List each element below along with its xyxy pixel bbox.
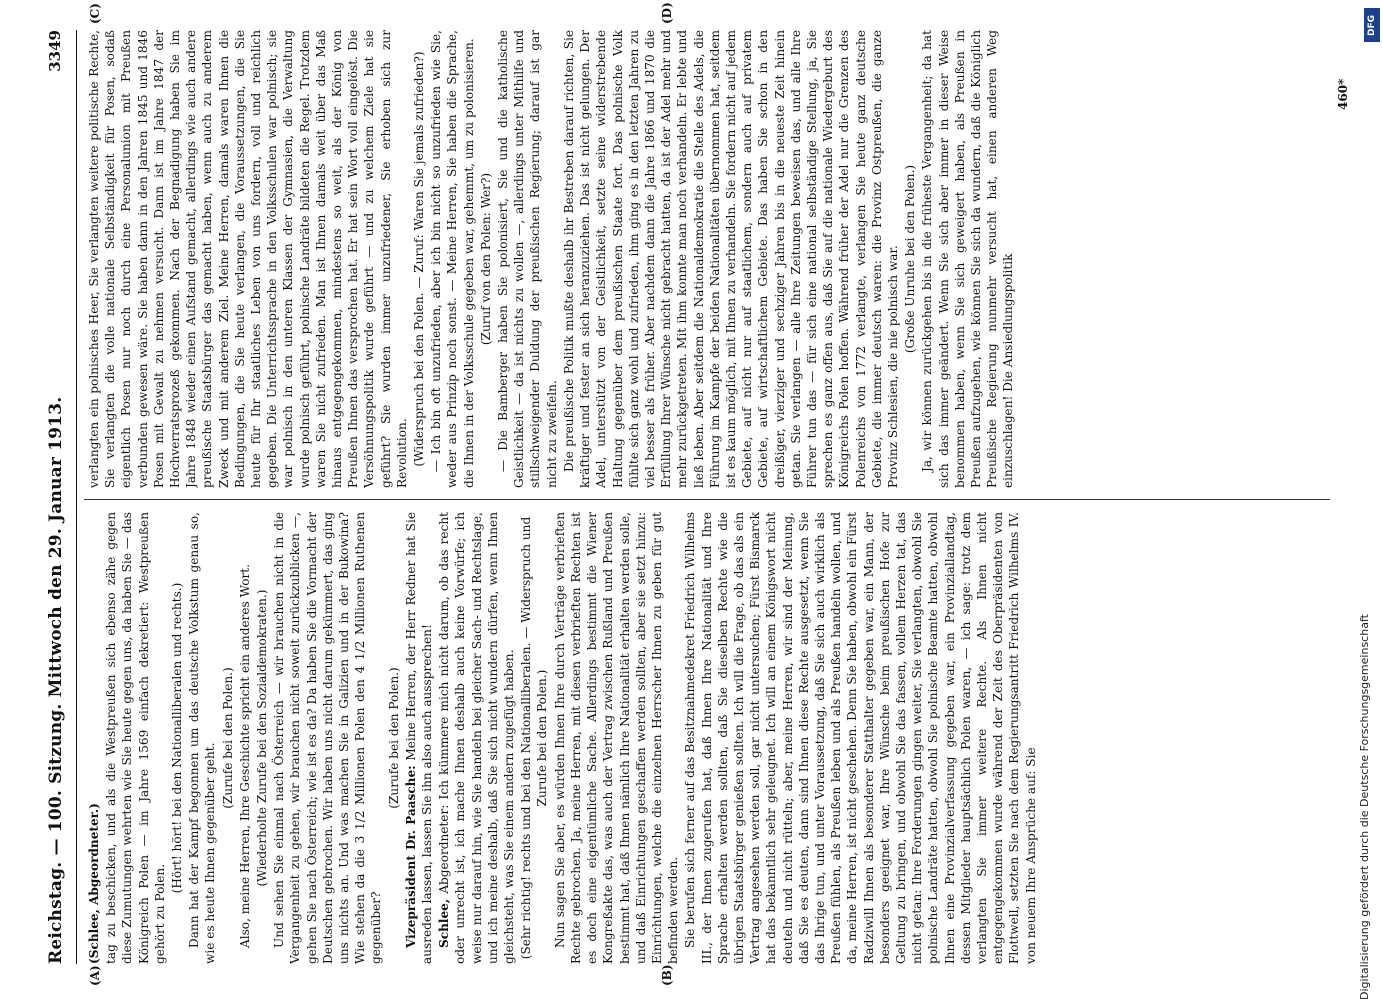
speaker-name: (Schlee, Abgeordneter.) (87, 803, 101, 964)
page-number: 3349 (46, 30, 64, 72)
column-divider (84, 499, 1330, 500)
paragraph (220, 512, 236, 964)
paragraph-text: Ja, wir können zurückgehen bis in die früheste Vergangenheit; da hat sich das immer geändert. Wenn Sie sich aber immer in dieser Weise benommen haben, wenn Sie sich geweigert haben, als Preußen in Preußen aufzugehen, wie können Sie sich da wundern, daß die Königlich Preußische Regierung nunmehr versucht hat, einen anderen Weg einzuschlagen! Die Ansiedlungspolitik (920, 30, 1016, 488)
paragraph (552, 512, 682, 964)
paragraph (411, 30, 427, 488)
paragraph-text: Abgeordneter: Ich kümmere mich nicht darum, ob das recht oder unrecht ist, ich mache Ihnen deshalb auch keine Vorwürfe; ich weise nur darauf hin, wie Sie handeln bei gleicher Sach- und Rechtslage, und ich meine deshalb, daß Sie sich nicht wundern dürfen, wenn Ihnen gleichsteht, was Sie einem andern zugefügt haben. (437, 512, 517, 964)
paragraph-text: verlangten ein polnisches Heer, Sie verlangten weitere politische Rechte, Sie verlangten die volle nationale Selbständigkeit für Posen, sodaß eigentlich Posen nur noch durch eine Personalunion mit Preußen verbunden gewesen wäre. Sie haben dann in den Jahren 1845 und 1846 Posen mit Gewalt zu nehmen versucht. Dann ist im Jahre 1847 der Hochverratsprozeß gekommen. Nach der Begnadigung haben Sie im Jahre 1848 wieder einen Aufstand gemacht, allerdings wie auch andere preußische Staatsbürger das gemacht haben, wenn auch zu anderem Zweck und mit anderem Ziel. Meine Herren, damals waren Ihnen die Bedingungen, die Sie heute verlangen, die Voraussetzungen, die Sie heute für Ihr staatliches Leben von uns fordern, voll und reichlich gegeben. Die Unterrichtssprache in den Volksschulen war polnisch; sie war polnisch in den unteren Klassen der Gymnasien, die Verwaltung wurde polnisch geführt, polnische Landräte bildeten die Regel. Trotzdem waren Sie nicht zufrieden. Man ist Ihnen damals weit über das Maß hinaus entgegengekommen, mindestens so weit, als der König von Preußen Ihnen das versprochen hat. Er hat sein Wort voll eingelöst. Die Versöhnungspolitik wurde geführt — und zu welchem Ziele hat sie geführt? Sie wurden immer unzufriedener, Sie erhoben sich zur Revolution. (87, 30, 409, 488)
paragraph (919, 30, 1016, 488)
speaker-name: Vizepräsident Dr. Paasche: (403, 765, 418, 948)
paragraph-text: Dann hat der Kampf begonnen um das deutsche Volkstum genau so, wie es heute Ihnen gegenüber geht. (187, 512, 218, 964)
paragraph (254, 512, 270, 964)
paragraph (682, 512, 1038, 964)
paragraph-text: (Zurufe bei den Polen.) (386, 667, 401, 809)
margin-marker-b: (B) (660, 964, 674, 986)
paragraph (561, 30, 901, 488)
paragraph-text: (Sehr richtig! rechts und bei den Nationalliberalen. — Widerspruch und Zurufe bei den Polen.) (519, 516, 550, 960)
paragraph (103, 512, 168, 964)
speaker-name: Schlee, (437, 898, 452, 948)
paragraph-text: (Zuruf von den Polen: Wer?) (478, 172, 493, 346)
paragraph-text: (Hört! hört! bei den Nationalliberalen und rechts.) (170, 582, 185, 894)
left-text-column (86, 512, 1326, 964)
paragraph-text: Nun sagen Sie aber, es würden Ihnen Ihre durch Verträge verbrieften Rechte gebrochen. Ja, meine Herren, mit diesen verbrieften Rechten ist es doch eine eigentümliche Sache. Allerdings bestimmt die Wiener Kongreßakte das, was auch der Vertrag zwischen Rußland und Preußen bestimmt hat, daß Ihnen nämlich Ihre Nationalität erhalten werden solle, und daß Einrichtungen geschaffen werden sollten, aber sie setzt hinzu: Einrichtungen, welche die einzelnen Herrscher Ihnen zu geben für gut befinden werden. (552, 512, 681, 964)
paragraph (902, 30, 918, 488)
header-rule (76, 30, 77, 964)
paragraph (86, 512, 102, 964)
paragraph-text: (Widerspruch bei den Polen. — Zuruf: Waren Sie jemals zufrieden?) (412, 51, 427, 467)
paragraph-text: — Ich bin oft unzufrieden, aber ich bin nicht so unzufrieden wie Sie, weder aus Prinzip noch sonst. — Meine Herren, Sie haben die Sprache, die Ihnen in der Volksschule gegeben war, gehemmt, um zu polonisieren. (429, 30, 476, 488)
paragraph-text: Und sehen Sie einmal nach Österreich — wir brauchen nicht in die Vergangenheit zu gehen, wir brauchen nicht soweit zurückzublicken —, gehen Sie nach Österreich; wie ist es da? Da haben Sie die Vormacht der Deutschen gebrochen. Wir haben uns nicht darum gekümmert, das ging uns nichts an. Und was machen Sie in Galizien und in der Bukowina? Wie stehen da die 3 1/2 Millionen Polen den 4 1/2 Millionen Ruthenen gegenüber? (272, 512, 384, 964)
paragraph (271, 512, 384, 964)
paragraph (86, 30, 410, 488)
header-title: Reichstag. — 100. Sitzung. Mittwoch den 29. Januar 1913. (46, 396, 66, 964)
paragraph-text: (Zurufe bei den Polen.) (220, 667, 235, 809)
rotated-document-page (40, 2, 1360, 990)
digitization-credit: Digitalisierung gefördert durch die Deutsche Forschungsgemeinschaft (1358, 614, 1371, 1000)
paragraph-text: (Große Unruhe bei den Polen.) (903, 164, 918, 354)
paragraph-text: Die preußische Politik mußte deshalb ihr Bestreben darauf richten, Sie kräftiger und fester an sich heranzuziehen. Das ist nicht gelungen. Der Adel, unterstützt von der Geistlichkeit, setzte seine widerstrebende Haltung gegenüber dem preußischen Staate fort. Das polnische Volk fühlte sich ganz wohl und zufrieden, ihm ging es in den letzten Jahren zu viel besser als früher. Aber nachdem dann die Jahre 1866 und 1870 die Erfüllung Ihrer Wünsche nicht gebracht hatten, da ist der Adel mehr und mehr zurückgetreten. Mit ihm konnte man noch verhandeln. Er lebte und ließ leben. Aber seitdem die Nationaldemokratie die Stelle des Adels, die Führung im Kampfe der beiden Nationalitäten übernommen hat, seitdem ist es kaum möglich, mit Ihnen zu verhandeln. Sie fordern nicht auf jedem Gebiete, auf nicht nur auf staatlichem, sondern auch auf privatem Gebiete, auf wirtschaftlichem Gebiete. Das haben Sie schon in den dreißiger, vierziger und sechziger Jahren bis in die neueste Zeit hinein getan. Sie verlangen — alle Ihre Zeitungen beweisen das, und alle Ihre Führer tun das — für sich eine national selbständige Stellung, ja, Sie sprechen es ganz offen aus, daß Sie auf die nationale Wiedergeburt des Königreichs Polen hoffen. Während früher der Adel nur die Grenzen des Polenreichs von 1772 verlangte, verlangen Sie heute ganz deutsche Gebiete, die immer deutsch waren: die Provinz Ostpreußen, die ganze Provinz Schlesien, die nie polnisch war. (561, 30, 900, 488)
paragraph (169, 512, 185, 964)
footer-number: 460* (1336, 78, 1350, 110)
paragraph (495, 30, 560, 488)
paragraph (428, 30, 477, 488)
paragraph (403, 512, 435, 964)
dfg-logo: DFG (1364, 8, 1380, 42)
margin-marker-d: (D) (660, 2, 674, 24)
paragraph (436, 512, 517, 964)
right-text-column (86, 30, 1326, 488)
paragraph (237, 512, 253, 964)
paragraph (386, 512, 402, 964)
margin-marker-c: (C) (88, 3, 102, 24)
page-header (40, 10, 74, 990)
paragraph-text: Also, meine Herren, Ihre Geschichte spricht ein anderes Wort. (237, 564, 252, 948)
paragraph (518, 512, 550, 964)
paragraph (186, 512, 218, 964)
margin-marker-a: (A) (88, 965, 102, 986)
paragraph-text: Meine Herren, der Herr Redner hat Sie ausreden lassen, lassen Sie ihn also auch aussprechen! (403, 512, 435, 964)
paragraph-text: Sie berufen sich ferner auf das Besitznahmedekret Friedrich Wilhelms III., der Ihnen zugerufen hat, daß Ihnen Ihre Nationalität und Ihre Sprache erhalten werden sollten, daß Sie dieselben Rechte wie die übrigen Staatsbürger genießen sollten. Ich will die Frage, ob das als ein Vertrag angesehen werden soll, gar nicht untersuchen; Fürst Bismarck hat das bekanntlich sehr geleugnet. Ich will an einem Königswort nicht deuteln und nicht rütteln; aber, meine Herren, wir sind der Meinung, daß Sie es deuten, dann sind Ihnen diese Rechte ausgesetzt, wenn Sie das Ihrige tun, und unter Voraussetzung, daß Sie sich auch wirklich als Preußen fühlen, als Preußen leben und als Preußen handeln wollen, und da, meine Herren, ist nicht geschehen. Denn Sie haben, obwohl ein Fürst Radziwill Ihnen als besonderer Statthalter gegeben war, ein Mann, der besonders geeignet war, Ihre Wünsche beim preußischen Hofe zur Geltung zu bringen, und obwohl Sie das fassen, vollem Herzen tat, das nicht getan: Ihre Forderungen gingen weiter, Sie verlangten, obwohl Sie polnische Landräte hatten, obwohl Sie polnische Beamte hatten, obwohl Ihnen eine Provinzialverfassung gegeben war, ein Provinziallandtag, dessen Mitglieder hauptsächlich Polen waren, — ich sage: trotz dem verlangten Sie immer weitere Rechte. Als Ihnen nicht entgegengekommen wurde während der Zeit des Oberpräsidenten von Flottwell, setzten Sie nach dem Regierungsantritt Friedrich Wilhelms IV. von neuem Ihre Ansprüche auf: Sie (683, 512, 1038, 964)
paragraph-text: tag zu beschicken, und als die Westpreußen sich ebenso zähe gegen diese Zumutungen wehrten wie Sie heute gegen uns, da haben Sie — das Königreich Polen — im Jahre 1569 einfach dekretiert: Westpreußen gehört zu Polen. (104, 512, 167, 964)
paragraph-text: (Wiederholte Zurufe bei den Sozialdemokraten.) (255, 589, 270, 887)
paragraph-text: — Die Bamberger haben Sie polonisiert, Sie und die katholische Geistlichkeit — da ist nichts zu wollen —, allerdings unter Mithilfe und stillschweigender Duldung der preußischen Regierung; darauf ist gar nicht zu zweifeln. (496, 30, 559, 488)
paragraph (478, 30, 494, 488)
